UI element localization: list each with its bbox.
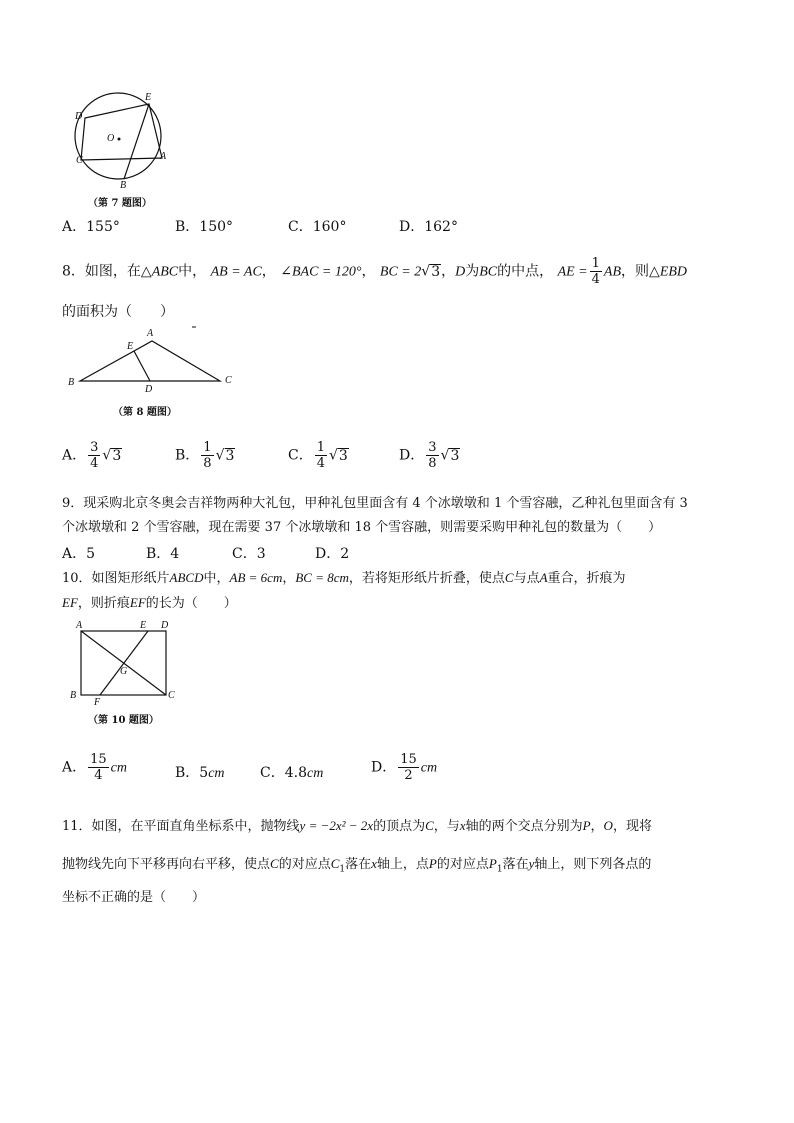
q8-figure [70,325,240,390]
q8-label-C: C [225,375,232,386]
q10-label-G: G [120,666,128,677]
q10-label-B: B [70,690,77,701]
q9-stem-line1: 9．现采购北京冬奥会吉祥物两种大礼包，甲种礼包里面含有 4 个冰墩墩和 1 个雪容融，乙种礼包里面含有 3 [62,496,688,511]
q8-label-E: E [127,341,134,352]
q7-option-d[interactable]: D．162° [399,219,458,235]
q11-stem-line2: 抛物线先向下平移再向右平移，使点C的对应点$C_1$落在x轴上，点P的对应点$P_1$落在y轴上，则下列各点的 [62,856,652,875]
q10-stem-line2: EF，则折痕EF的长为（ ） [62,595,237,611]
q9-stem-line2: 个冰墩墩和 2 个雪容融，现在需要 37 个冰墩墩和 18 个雪容融，则需要采购甲种礼包的数量为（ ） [62,520,662,535]
q9-option-d[interactable]: D．2 [315,546,350,562]
q10-label-D: D [161,620,169,631]
q10-label-F: F [94,697,101,708]
q8-option-d[interactable]: D． $\frac{3}{8}$ √3 [399,440,460,471]
q10-label-C: C [168,690,175,701]
q8-option-c[interactable]: C． $\frac{1}{4}$ √3 [288,440,348,471]
q11-stem-line1: 11．如图，在平面直角坐标系中，抛物线y = −2x² − 2x的顶点为C，与x轴的两个交点分别为P，O，现将 [62,818,652,834]
q7-label-D: D [75,111,83,122]
q10-label-E: E [140,620,147,631]
q8-label-B: B [68,377,75,388]
q7-label-B: B [120,180,127,191]
q10-figure [78,628,170,698]
q11-stem-line3: 坐标不正确的是（ ） [62,890,206,905]
q8-option-b[interactable]: B． $\frac{1}{8}$ √3 [175,440,235,471]
q8-label-D: D [145,384,153,395]
q8-label-A: A [147,328,154,339]
q8-option-a[interactable]: A． $\frac{3}{4}$ √3 [62,440,122,471]
q7-label-O: O [107,133,115,144]
q8-stem-line2: 的面积为（ ） [62,304,174,320]
q7-option-b[interactable]: B．150° [175,219,234,235]
q7-caption: （第 7 题图） [88,198,152,209]
q10-option-b[interactable]: B．5cm [175,765,225,781]
q9-option-a[interactable]: A．5 [62,546,96,562]
q8-caption: （第 8 题图） [113,407,177,418]
q7-label-A: A [160,151,167,162]
q9-option-c[interactable]: C．3 [232,546,266,562]
q10-label-A: A [76,620,83,631]
q10-caption: （第 10 题图） [88,715,159,726]
q7-label-E: E [145,92,152,103]
q8-stem-line1: 8．如图，在△ABC中， AB = AC， ∠BAC = 120°， BC = 2√3，D为BC的中点， AE = $\frac{1}{4}$ AB，则△EBD [62,256,688,287]
q10-option-d[interactable]: D． $\frac{15}{2}$ cm [371,752,438,783]
q9-option-b[interactable]: B．4 [146,546,180,562]
q10-stem-line1: 10．如图矩形纸片ABCD中，AB = 6cm，BC = 8cm，若将矩形纸片折叠，使点C与点A重合，折痕为 [62,570,626,586]
q7-option-c[interactable]: C．160° [288,219,347,235]
q7-label-C: C [76,155,83,166]
q7-option-a[interactable]: A．155° [62,219,120,235]
q10-option-a[interactable]: A． $\frac{15}{4}$ cm [62,752,127,783]
q10-option-c[interactable]: C．4.8cm [260,765,324,781]
